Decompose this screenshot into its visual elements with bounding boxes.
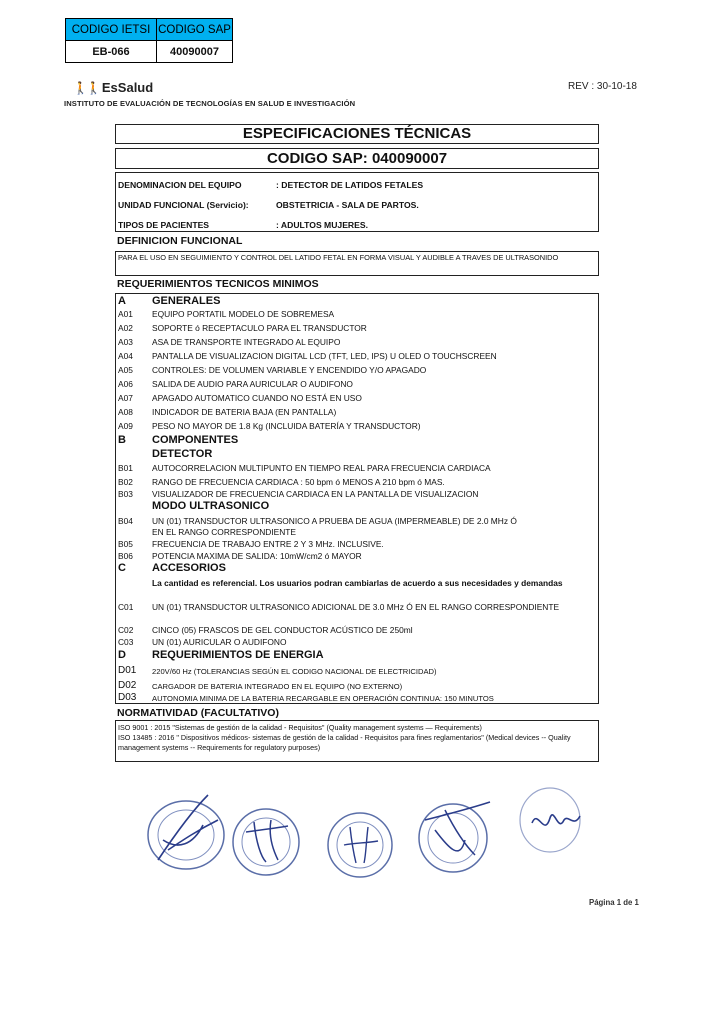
item-code: B06 (118, 551, 133, 561)
item-text-continued: EN EL RANGO CORRESPONDIENTE (152, 527, 296, 537)
normatividad-box (115, 720, 599, 762)
item-text: CARGADOR DE BATERIA INTEGRADO EN EL EQUIPO (NO EXTERNO) (152, 682, 403, 691)
institute-name: INSTITUTO DE EVALUACIÓN DE TECNOLOGÍAS EN SALUD E INVESTIGACIÓN (64, 99, 356, 108)
category-title: REQUERIMIENTOS DE ENERGIA (152, 649, 324, 661)
category-letter: D (118, 649, 126, 661)
item-code: A05 (118, 365, 133, 375)
info-row (118, 180, 423, 190)
norm-line: ISO 13485 : 2016 " Dispositivos médicos- sistemas de gestión de la calidad - Requisitos para fines reglamentarios" (Medical devices -- Quality management systems -- Requirements for regulatory purposes) (118, 733, 571, 752)
item-text: ASA DE TRANSPORTE INTEGRADO AL EQUIPO (152, 337, 341, 347)
definicion-title: DEFINICION FUNCIONAL (117, 235, 243, 247)
signature-seal-5 (510, 778, 590, 863)
info-row (118, 220, 368, 230)
item-code: C01 (118, 602, 134, 612)
item-code: D03 (118, 692, 137, 703)
subcategory-title: MODO ULTRASONICO (152, 500, 270, 512)
category-title: GENERALES (152, 295, 221, 307)
info-label: TIPOS DE PACIENTES (118, 220, 210, 230)
item-code: D01 (118, 665, 137, 676)
sap-code-label: CODIGO SAP (157, 19, 233, 41)
item-code: B03 (118, 489, 133, 499)
signature-seal-2 (226, 802, 306, 882)
item-text: POTENCIA MAXIMA DE SALIDA: 10mW/cm2 ó MAYOR (152, 551, 362, 561)
sap-code-value: 40090007 (157, 41, 233, 63)
item-text: FRECUENCIA DE TRABAJO ENTRE 2 Y 3 MHz. INCLUSIVE. (152, 539, 384, 549)
item-code: C03 (118, 637, 134, 647)
item-text: UN (01) AURICULAR O AUDIFONO (152, 637, 287, 647)
info-value: : ADULTOS MUJERES. (276, 220, 368, 230)
item-text: RANGO DE FRECUENCIA CARDIACA : 50 bpm ó MENOS A 210 bpm ó MAS. (152, 477, 445, 487)
item-text: AUTONOMIA MINIMA DE LA BATERIA RECARGABLE EN OPERACIÓN CONTINUA: 150 MINUTOS (152, 694, 494, 703)
item-text: APAGADO AUTOMATICO CUANDO NO ESTÁ EN USO (152, 393, 362, 403)
item-text: PESO NO MAYOR DE 1.8 Kg (INCLUIDA BATERÍA Y TRANSDUCTOR) (152, 421, 421, 431)
page-number: Página 1 de 1 (589, 898, 639, 907)
signature-seal-3 (320, 805, 400, 885)
item-text: PANTALLA DE VISUALIZACION DIGITAL LCD (TFT, LED, IPS) U OLED O TOUCHSCREEN (152, 351, 497, 361)
item-text: CONTROLES: DE VOLUMEN VARIABLE Y ENCENDIDO Y/O APAGADO (152, 365, 427, 375)
item-code: A09 (118, 421, 133, 431)
ietsi-code-label: CODIGO IETSI (66, 19, 157, 41)
category-letter: C (118, 562, 126, 574)
accessories-note: La cantidad es referencial. Los usuarios podran cambiarlas de acuerdo a sus necesidades y demandas (152, 578, 563, 588)
item-code: B01 (118, 463, 133, 473)
item-text: UN (01) TRANSDUCTOR ULTRASONICO A PRUEBA DE AGUA (IMPERMEABLE) DE 2.0 MHz Ó (152, 516, 517, 526)
item-text: VISUALIZADOR DE FRECUENCIA CARDIACA EN LA PANTALLA DE VISUALIZACION (152, 489, 479, 499)
requerimientos-title: REQUERIMIENTOS TECNICOS MINIMOS (117, 278, 319, 290)
item-code: A01 (118, 309, 133, 319)
definicion-text: PARA EL USO EN SEGUIMIENTO Y CONTROL DEL LATIDO FETAL EN FORMA VISUAL Y AUDIBLE A TRAVES DE ULTRASONIDO (115, 251, 599, 276)
essalud-logo: 🚶🚶 EsSalud (73, 80, 154, 95)
subcategory-title: DETECTOR (152, 448, 213, 460)
norm-line: ISO 9001 : 2015 "Sistemas de gestión de la calidad - Requisitos" (Quality management systems — Requirements) (118, 723, 482, 732)
item-code: A03 (118, 337, 133, 347)
signature-seal-4 (405, 790, 505, 880)
info-label: DENOMINACION DEL EQUIPO (118, 180, 242, 190)
info-row (118, 200, 419, 210)
item-code: B05 (118, 539, 133, 549)
signature-seal-1 (138, 790, 238, 880)
code-table (65, 18, 233, 63)
normatividad-title: NORMATIVIDAD (FACULTATIVO) (117, 707, 279, 719)
item-code: A02 (118, 323, 133, 333)
item-code: A06 (118, 379, 133, 389)
category-letter: B (118, 434, 126, 446)
item-text: UN (01) TRANSDUCTOR ULTRASONICO ADICIONAL DE 3.0 MHz Ó EN EL RANGO CORRESPONDIENTE (152, 602, 560, 612)
item-code: A08 (118, 407, 133, 417)
item-text: CINCO (05) FRASCOS DE GEL CONDUCTOR ACÚSTICO DE 250ml (152, 625, 413, 635)
info-value: OBSTETRICIA - SALA DE PARTOS. (276, 200, 419, 210)
item-text: EQUIPO PORTATIL MODELO DE SOBREMESA (152, 309, 335, 319)
people-logo-icon: 🚶🚶 (73, 81, 99, 95)
info-label: UNIDAD FUNCIONAL (Servicio): (118, 200, 249, 210)
item-text: 220V/60 Hz (TOLERANCIAS SEGÚN EL CODIGO NACIONAL DE ELECTRICIDAD) (152, 667, 437, 676)
requirements-box (115, 293, 599, 704)
document-title: ESPECIFICACIONES TÉCNICAS (115, 124, 599, 144)
item-code: D02 (118, 680, 137, 691)
item-text: INDICADOR DE BATERIA BAJA (EN PANTALLA) (152, 407, 337, 417)
category-letter: A (118, 295, 126, 307)
item-code: A07 (118, 393, 133, 403)
item-code: A04 (118, 351, 133, 361)
item-text: AUTOCORRELACION MULTIPUNTO EN TIEMPO REAL PARA FRECUENCIA CARDIACA (152, 463, 491, 473)
category-title: ACCESORIOS (152, 562, 226, 574)
item-text: SOPORTE ó RECEPTACULO PARA EL TRANSDUCTOR (152, 323, 367, 333)
item-code: B04 (118, 516, 133, 526)
info-value: : DETECTOR DE LATIDOS FETALES (276, 180, 424, 190)
revision-date: REV : 30-10-18 (568, 81, 637, 92)
item-text: SALIDA DE AUDIO PARA AURICULAR O AUDIFONO (152, 379, 353, 389)
item-code: C02 (118, 625, 134, 635)
category-title: COMPONENTES (152, 434, 239, 446)
ietsi-code-value: EB-066 (66, 41, 157, 63)
document-sap-code: CODIGO SAP: 040090007 (115, 148, 599, 169)
equipment-info (115, 172, 599, 232)
item-code: B02 (118, 477, 133, 487)
